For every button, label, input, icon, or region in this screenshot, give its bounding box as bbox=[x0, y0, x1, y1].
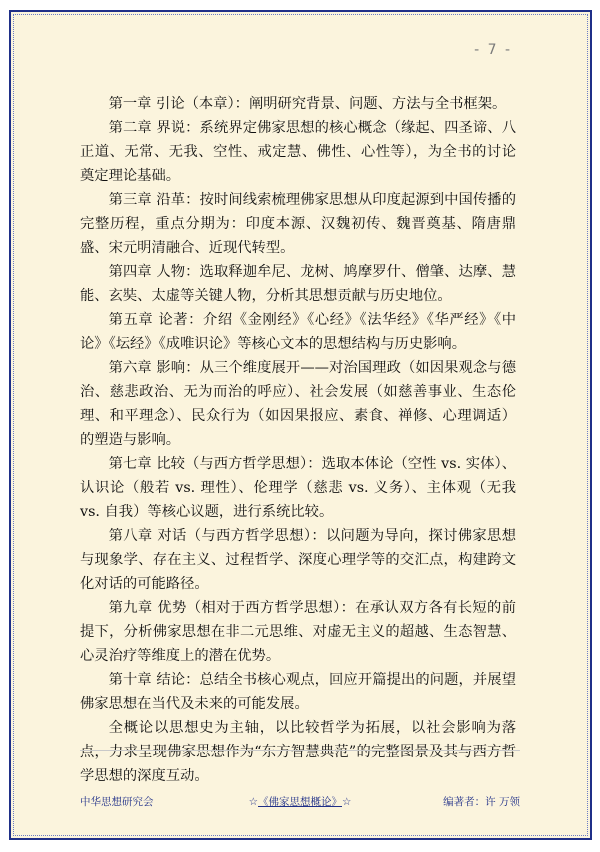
paragraph-chapter-4: 第四章 人物：选取释迦牟尼、龙树、鸠摩罗什、僧肇、达摩、慧能、玄奘、太虚等关键人物，分析其思想贡献与历史地位。 bbox=[80, 264, 516, 304]
chapter-outline bbox=[80, 92, 516, 788]
paragraph-chapter-7: 第七章 比较（与西方哲学思想）：选取本体论（空性 vs. 实体）、认识论（般若 vs. 理性）、伦理学（慈悲 vs. 义务）、主体观（无我 vs. 自我）等核心议题，进行系统比较。 bbox=[80, 456, 516, 520]
footer-divider bbox=[80, 750, 520, 751]
paragraph-summary: 全概论以思想史为主轴，以比较哲学为拓展，以社会影响为落点，力求呈现佛家思想作为“东方智慧典范”的完整图景及其与西方哲学思想的深度互动。 bbox=[80, 720, 516, 784]
star-icon: ☆ bbox=[248, 796, 258, 808]
page-footer bbox=[80, 794, 520, 814]
footer-organization: 中华思想研究会 bbox=[80, 796, 154, 808]
star-icon: ☆ bbox=[342, 796, 352, 808]
paragraph-chapter-6: 第六章 影响：从三个维度展开——对治国理政（如因果观念与德治、慈悲政治、无为而治的呼应）、社会发展（如慈善事业、生态伦理、和平理念）、民众行为（如因果报应、素食、禅修、心理调适）的塑造与影响。 bbox=[80, 360, 516, 448]
page-number: - 7 - bbox=[474, 42, 512, 58]
paragraph-chapter-10: 第十章 结论：总结全书核心观点，回应开篇提出的问题，并展望佛家思想在当代及未来的可能发展。 bbox=[80, 672, 516, 712]
footer-title-text: 《佛家思想概论》 bbox=[258, 796, 342, 808]
paragraph-chapter-9: 第九章 优势（相对于西方哲学思想）：在承认双方各有长短的前提下，分析佛家思想在非二元思维、对虚无主义的超越、生态智慧、心灵治疗等维度上的潜在优势。 bbox=[80, 600, 516, 664]
paragraph-chapter-8: 第八章 对话（与西方哲学思想）：以问题为导向，探讨佛家思想与现象学、存在主义、过程哲学、深度心理学等的交汇点，构建跨文化对话的可能路径。 bbox=[80, 528, 516, 592]
paragraph-chapter-5: 第五章 论著：介绍《金刚经》《心经》《法华经》《华严经》《中论》《坛经》《成唯识论》等核心文本的思想结构与历史影响。 bbox=[80, 312, 516, 352]
paragraph-chapter-3: 第三章 沿革：按时间线索梳理佛家思想从印度起源到中国传播的完整历程，重点分期为：印度本源、汉魏初传、魏晋奠基、隋唐鼎盛、宋元明清融合、近现代转型。 bbox=[80, 192, 516, 256]
paragraph-chapter-2: 第二章 界说：系统界定佛家思想的核心概念（缘起、四圣谛、八正道、无常、无我、空性、戒定慧、佛性、心性等），为全书的讨论奠定理论基础。 bbox=[80, 120, 516, 184]
footer-author: 编著者：许 万领 bbox=[443, 796, 520, 808]
paragraph-chapter-1: 第一章 引论（本章）：阐明研究背景、问题、方法与全书框架。 bbox=[108, 96, 507, 112]
